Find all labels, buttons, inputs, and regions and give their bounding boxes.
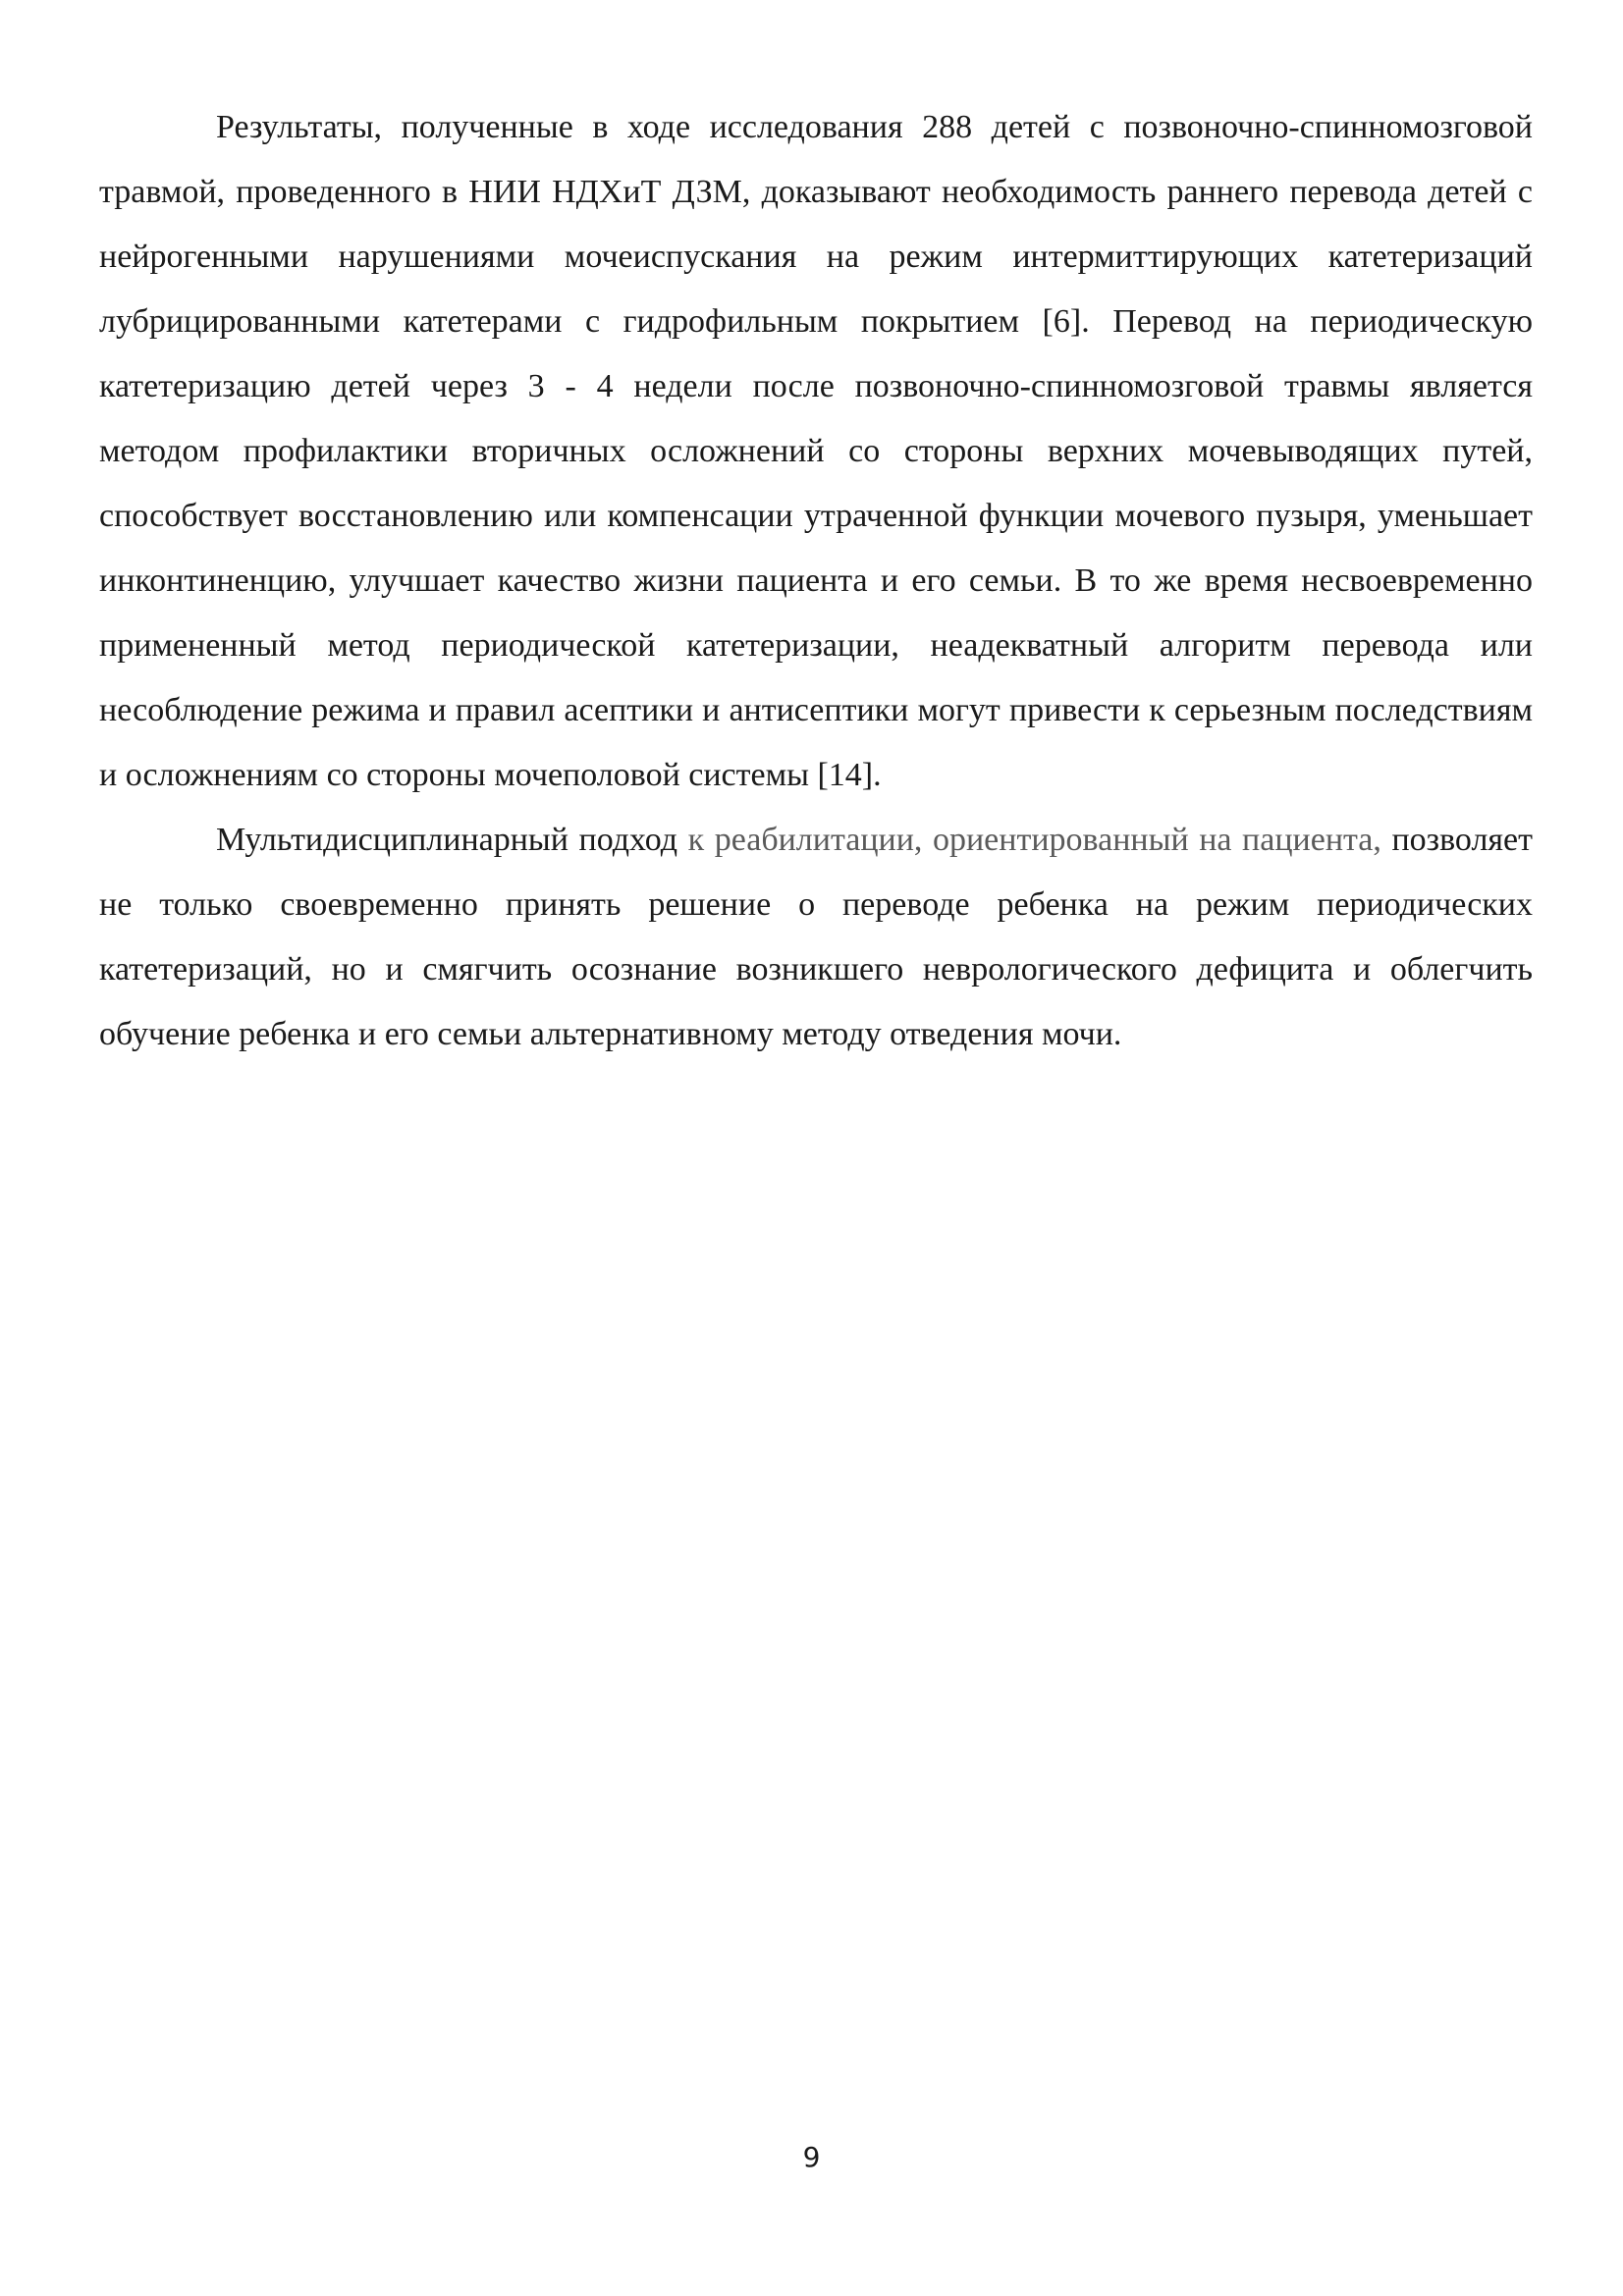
paragraph-multidisciplinary-approach <box>99 808 1533 1067</box>
paragraph-2-highlight: к реабилитации, ориентированный на пациента, <box>687 822 1381 858</box>
paragraph-2-rest: позволяет не только своевременно принять решение о переводе ребенка на режим периодических катетеризаций, но и смягчить осознание возникшего неврологического дефицита и облегчить обучение ребенка и его семьи альтернативному методу отведения мочи. <box>99 822 1534 1052</box>
paragraph-2-lead: Мультидисциплинарный подход <box>216 822 688 858</box>
page-number: 9 <box>802 2141 821 2173</box>
document-body <box>99 95 1533 1067</box>
paragraph-catheterization-study: Результаты, полученные в ходе исследования 288 детей с позвоночно-спинномозговой травмой, проведенного в НИИ НДХиТ ДЗМ, доказывают необходимость раннего перевода детей с нейрогенными нарушениями мочеиспускания на режим интермиттирующих катетеризаций лубрицированными катетерами с гидрофильным покрытием [6]. Перевод на периодическую катетеризацию детей через 3 - 4 недели после позвоночно-спинномозговой травмы является методом профилактики вторичных осложнений со стороны верхних мочевыводящих путей, способствует восстановлению или компенсации утраченной функции мочевого пузыря, уменьшает инконтиненцию, улучшает качество жизни пациента и его семьи. В то же время несвоевременно примененный метод периодической катетеризации, неадекватный алгоритм перевода или несоблюдение режима и правил асептики и антисептики могут привести к серьезным последствиям и осложнениям со стороны мочеполовой системы [14]. <box>99 109 1533 793</box>
